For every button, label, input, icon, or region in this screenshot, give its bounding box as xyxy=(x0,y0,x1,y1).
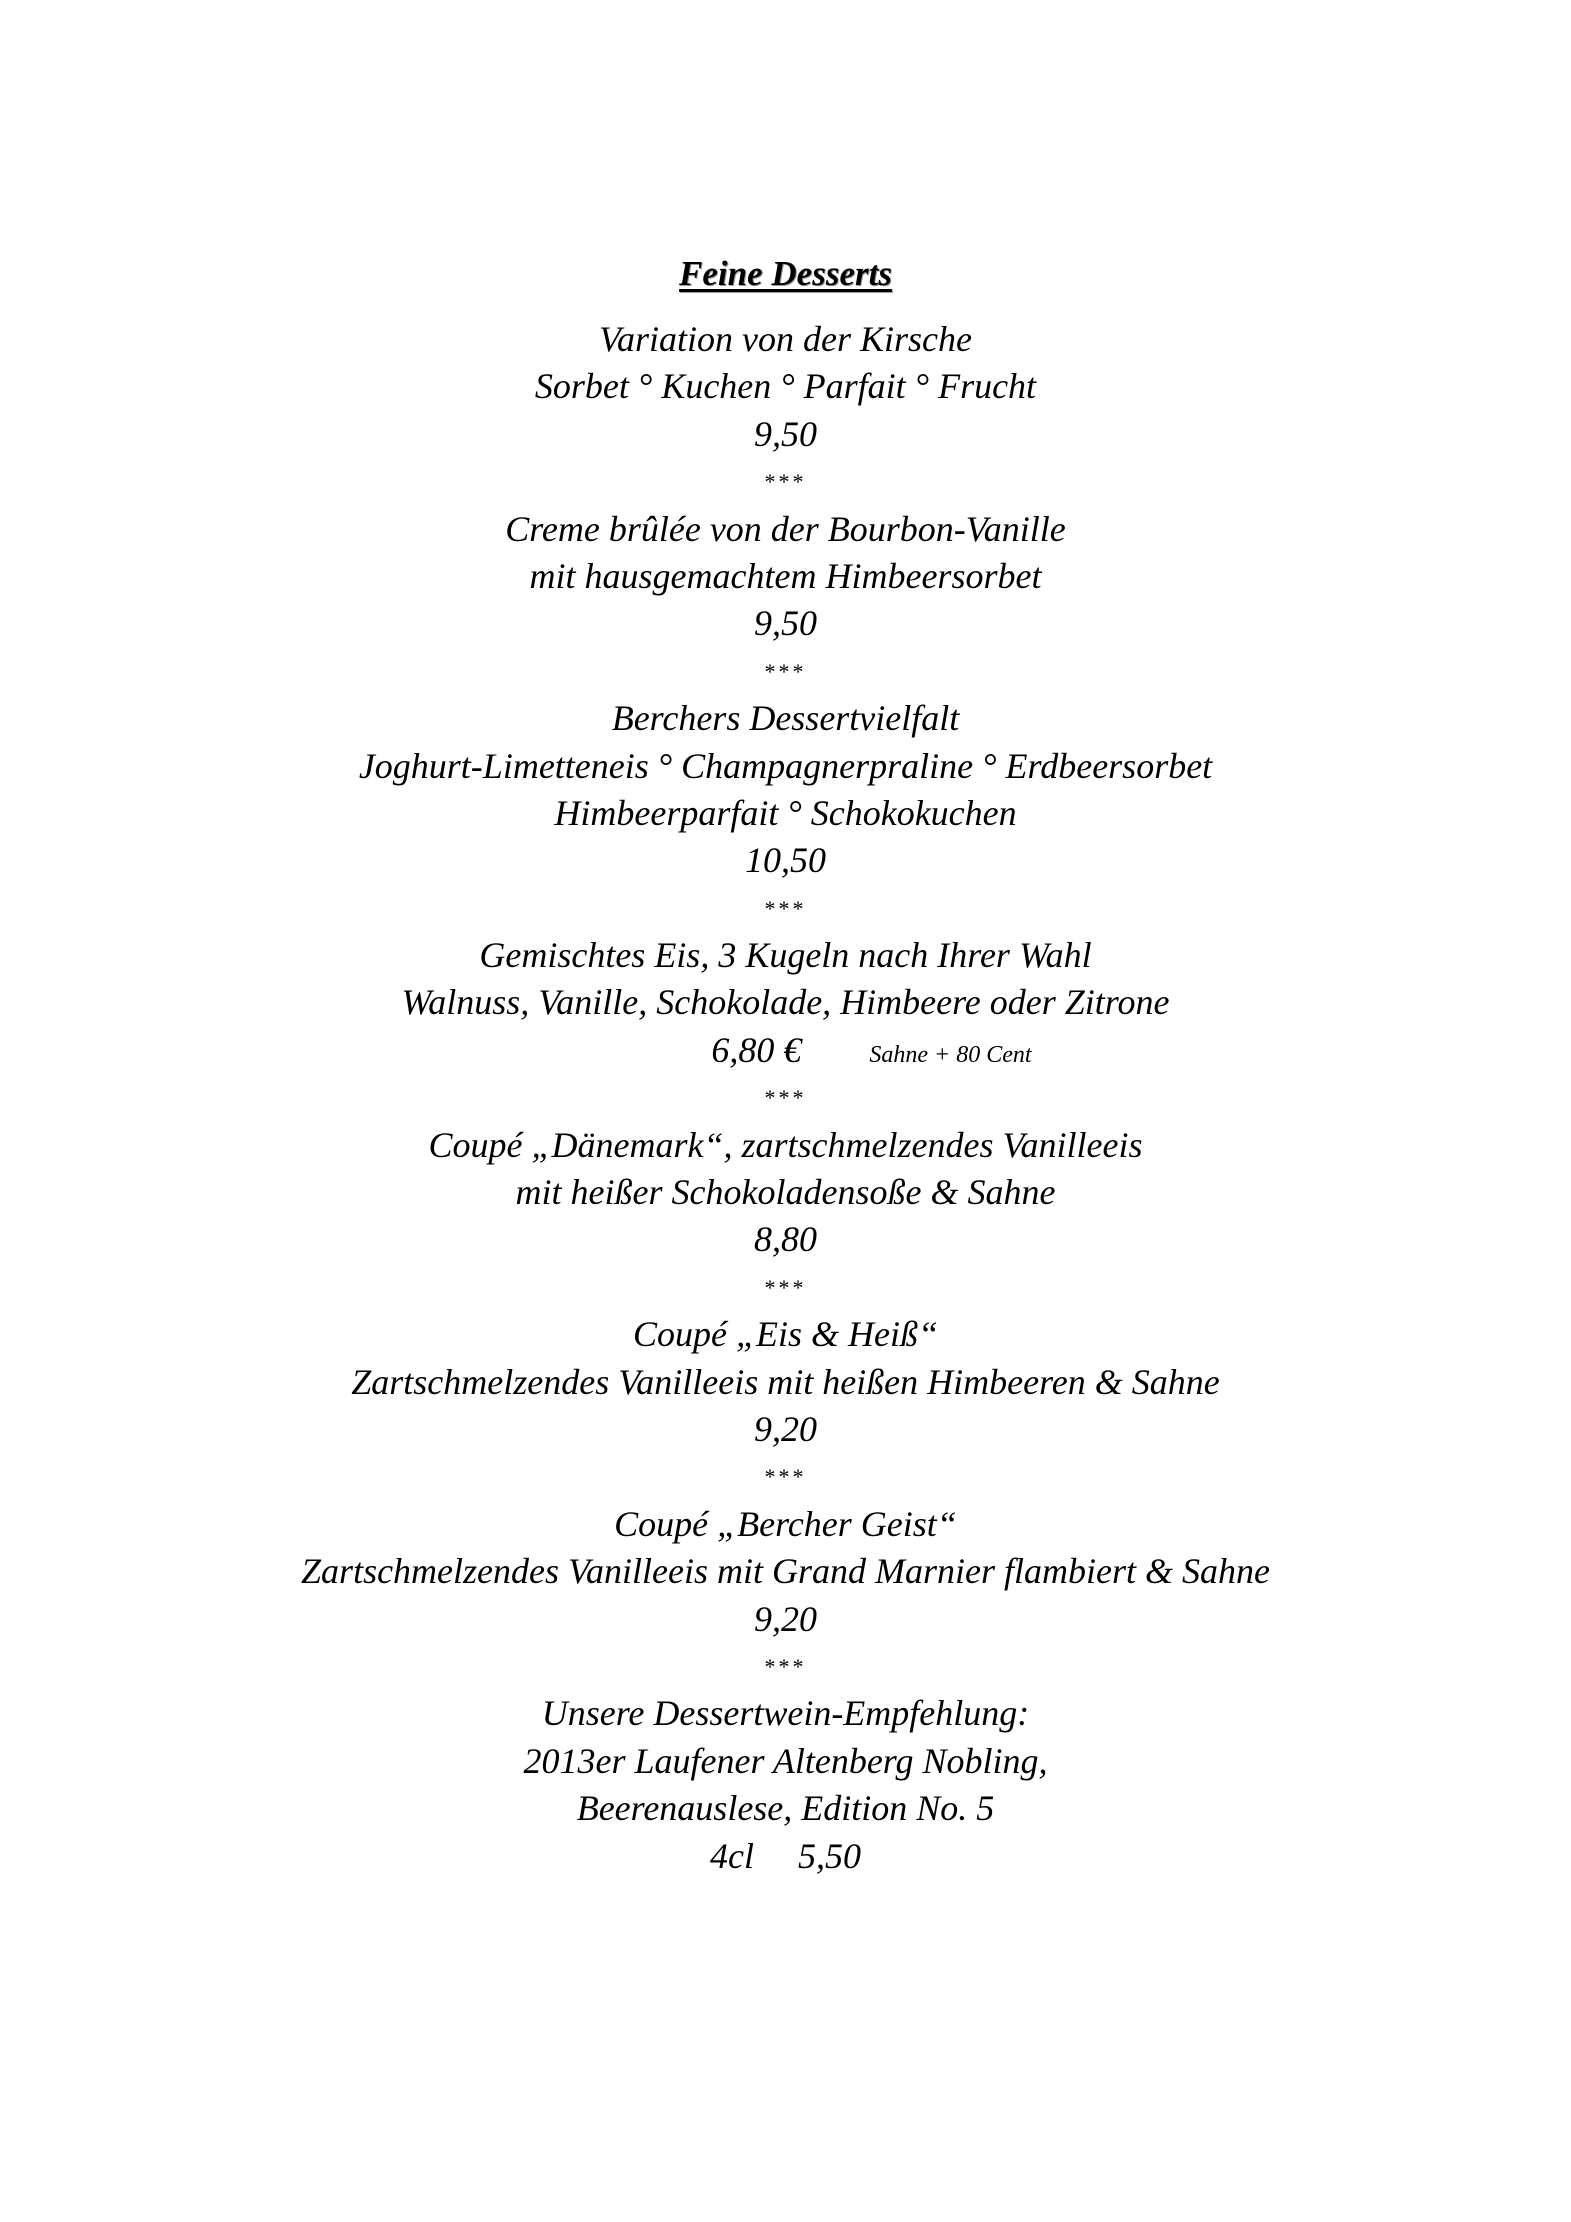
wine-amount: 4cl xyxy=(710,1835,754,1876)
item-description: Sorbet ° Kuchen ° Parfait ° Frucht xyxy=(534,366,1037,407)
separator: *** xyxy=(764,1653,807,1679)
item-name: Coupé „Bercher Geist“ xyxy=(614,1503,957,1544)
menu-item xyxy=(0,1501,1571,1643)
item-name: Creme brûlée von der Bourbon-Vanille xyxy=(505,508,1066,549)
separator: *** xyxy=(764,1464,807,1490)
item-description: mit hausgemachtem Himbeersorbet xyxy=(529,555,1042,596)
menu-item xyxy=(0,506,1571,648)
item-name: Coupé „Eis & Heiß“ xyxy=(632,1314,938,1355)
separator: *** xyxy=(764,895,807,921)
item-description: Zartschmelzendes Vanilleeis mit heißen Himbeeren & Sahne xyxy=(351,1361,1220,1402)
item-description: Walnuss, Vanille, Schokolade, Himbeere oder Zitrone xyxy=(401,982,1170,1023)
wine-price-row xyxy=(0,1833,1571,1880)
page-title: Feine Desserts xyxy=(679,254,892,293)
item-price: 6,80 € xyxy=(711,1029,802,1070)
separator: *** xyxy=(764,658,807,684)
separator: *** xyxy=(764,469,807,495)
item-price: 10,50 xyxy=(745,840,826,881)
item-name: Coupé „Dänemark“, zartschmelzendes Vanilleeis xyxy=(428,1124,1143,1165)
item-name: Berchers Dessertvielfalt xyxy=(611,698,960,739)
item-description: mit heißer Schokoladensoße & Sahne xyxy=(515,1172,1056,1213)
wine-price: 5,50 xyxy=(797,1835,861,1876)
item-name: Gemischtes Eis, 3 Kugeln nach Ihrer Wahl xyxy=(479,935,1092,976)
separator: *** xyxy=(764,1274,807,1300)
item-name: Variation von der Kirsche xyxy=(599,319,972,359)
item-price: 8,80 xyxy=(754,1219,817,1260)
item-price: 9,20 xyxy=(754,1598,817,1639)
menu-item xyxy=(0,932,1571,1074)
item-description: Joghurt-Limetteneis ° Champagnerpraline ° Erdbeersorbet xyxy=(358,745,1213,786)
menu-item xyxy=(0,695,1571,885)
menu-item xyxy=(0,1122,1571,1264)
item-price: 9,20 xyxy=(754,1408,817,1449)
item-price: 9,50 xyxy=(754,603,817,644)
menu-item xyxy=(0,316,1571,458)
menu-item xyxy=(0,1311,1571,1453)
wine-name: 2013er Laufener Altenberg Nobling, xyxy=(523,1740,1048,1781)
item-note: Sahne + 80 Cent xyxy=(869,1041,1032,1068)
separator: *** xyxy=(764,1085,807,1111)
wine-description: Beerenauslese, Edition No. 5 xyxy=(576,1788,995,1829)
item-description: Zartschmelzendes Vanilleeis mit Grand Marnier flambiert & Sahne xyxy=(301,1551,1270,1592)
item-price-group xyxy=(711,1027,1031,1079)
item-price: 9,50 xyxy=(754,413,817,454)
item-price-row xyxy=(0,1027,1571,1074)
wine-heading: Unsere Dessertwein-Empfehlung: xyxy=(541,1693,1030,1734)
wine-recommendation xyxy=(0,1690,1571,1880)
dessert-menu xyxy=(0,316,1571,1880)
item-description: Himbeerparfait ° Schokokuchen xyxy=(554,792,1017,833)
